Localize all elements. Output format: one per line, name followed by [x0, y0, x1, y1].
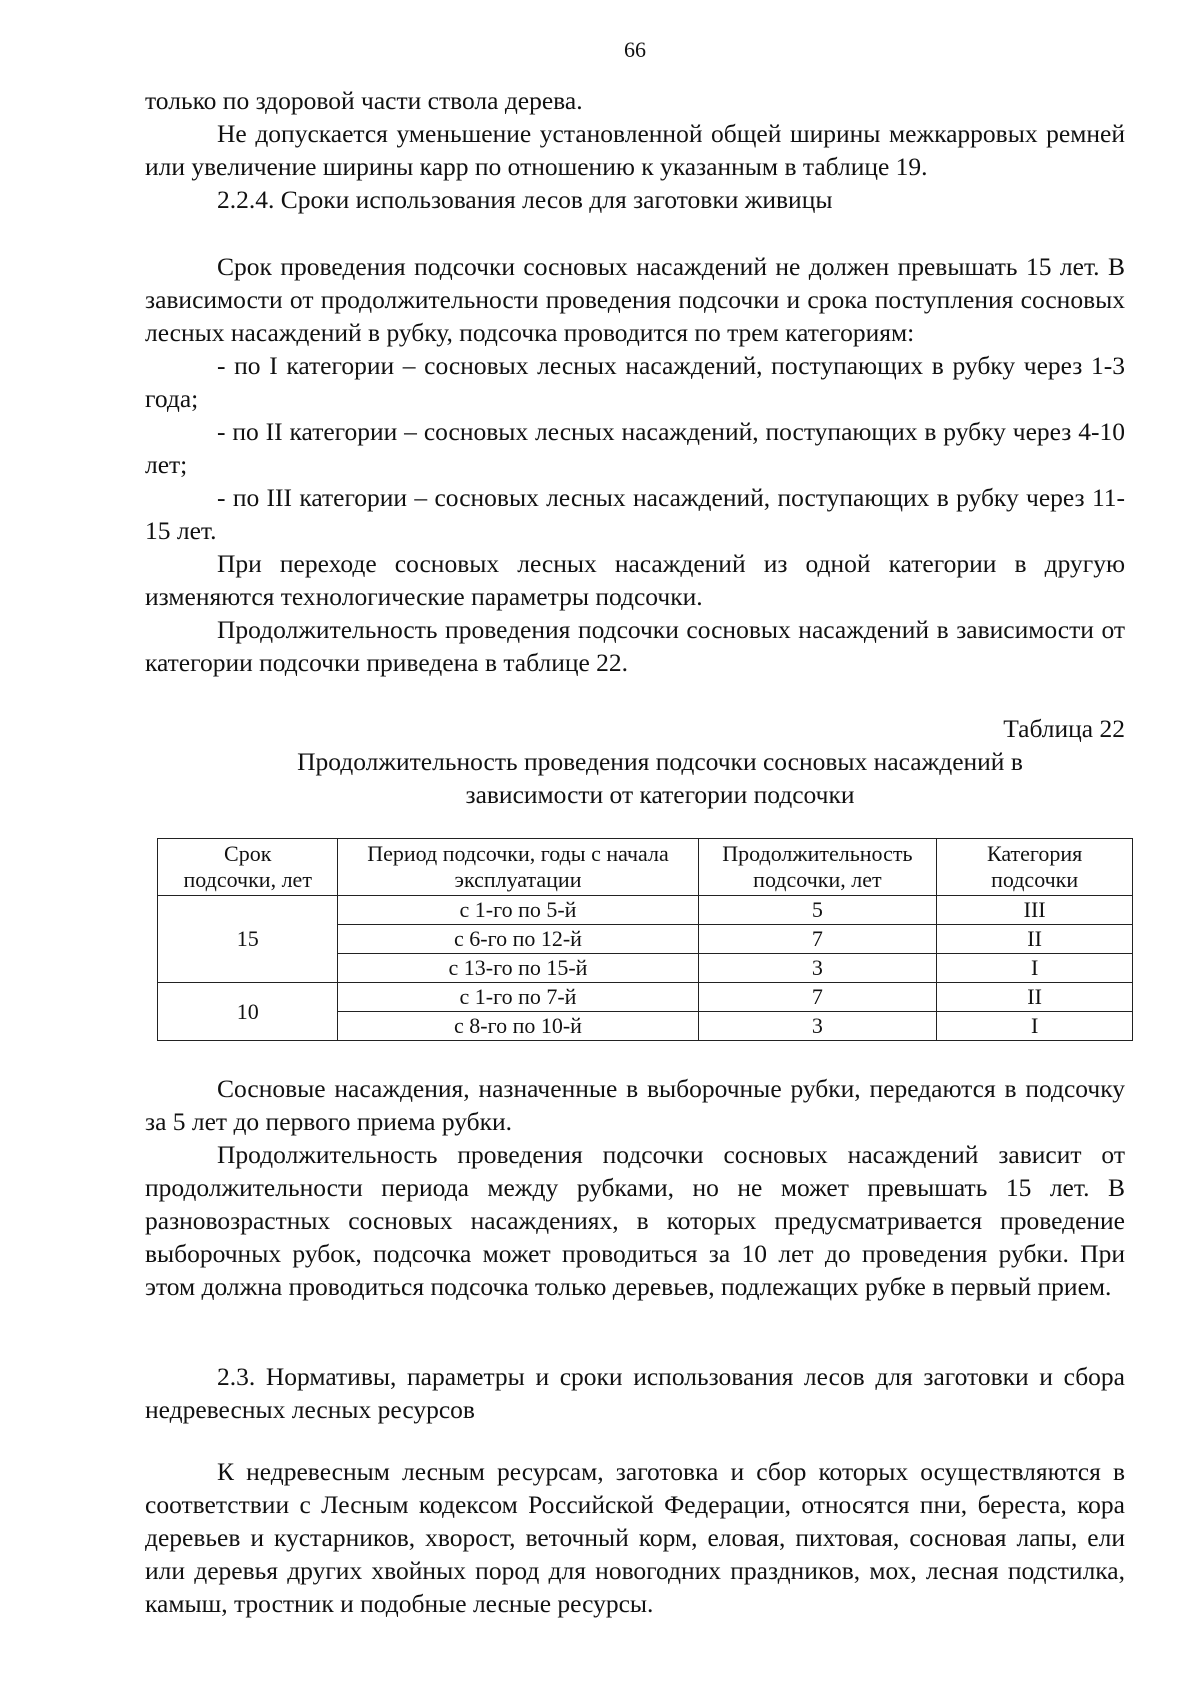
paragraph: Срок проведения подсочки сосновых насаждений не должен превышать 15 лет. В зависимости от продолжительности проведения подсочки и срока поступления сосновых лесных насаждений в рубку, подсочка проводится по трем категориям:: [145, 252, 1125, 347]
after-table-text-block: [145, 1072, 1125, 1303]
header-duration: [698, 839, 937, 896]
table-header-row: [158, 839, 1133, 896]
category-cell: I: [937, 1012, 1133, 1041]
duration-cell: 7: [698, 925, 937, 954]
subsection-heading: 2.2.4. Сроки использования лесов для заготовки живицы: [217, 185, 833, 214]
tapping-duration-table: [157, 838, 1133, 1041]
final-text-block: [145, 1455, 1125, 1620]
header-line: эксплуатации: [454, 867, 582, 892]
period-cell: с 8-го по 10-й: [338, 1012, 698, 1041]
header-category: [937, 839, 1133, 896]
page-number: 66: [624, 37, 646, 62]
paragraph: Продолжительность проведения подсочки сосновых насаждений зависит от продолжительности периода между рубками, но не может превышать 15 лет. В разновозрастных сосновых насаждениях, в которых предусматривается проведение выборочных рубок, подсочка может проводиться за 10 лет до проведения рубки. При этом должна проводиться подсочка только деревьев, подлежащих рубке в первый прием.: [145, 1140, 1125, 1301]
period-cell: с 13-го по 15-й: [338, 954, 698, 983]
section-heading: 2.3. Нормативы, параметры и сроки использования лесов для заготовки и сбора недревесных лесных ресурсов: [145, 1362, 1125, 1424]
duration-cell: 3: [698, 954, 937, 983]
paragraph: Не допускается уменьшение установленной общей ширины межкарровых ремней или увеличение ширины карр по отношению к указанным в таблице 19.: [145, 119, 1125, 181]
paragraph: К недревесным лесным ресурсам, заготовка и сбор которых осуществляются в соответствии с Лесным кодексом Российской Федерации, относятся пни, береста, кора деревьев и кустарников, хворост, веточный корм, еловая, пихтовая, сосновая лапы, ели или деревья других хвойных пород для новогодних праздников, мох, лесная подстилка, камыш, тростник и подобные лесные ресурсы.: [145, 1457, 1125, 1618]
duration-cell: 5: [698, 896, 937, 925]
category-cell: III: [937, 896, 1133, 925]
mid-text-block: [145, 250, 1125, 679]
period-cell: с 1-го по 5-й: [338, 896, 698, 925]
section-heading-block: [145, 1360, 1125, 1426]
paragraph: При переходе сосновых лесных насаждений из одной категории в другую изменяются технологические параметры подсочки.: [145, 549, 1125, 611]
header-line: Продолжительность: [722, 841, 913, 866]
list-item-category-2: - по II категории – сосновых лесных насаждений, поступающих в рубку через 4-10 лет;: [145, 417, 1125, 479]
duration-cell: 7: [698, 983, 937, 1012]
header-term: [158, 839, 338, 896]
table-row: [158, 983, 1133, 1012]
table-title-line: Продолжительность проведения подсочки сосновых насаждений в: [297, 747, 1023, 776]
category-cell: II: [937, 925, 1133, 954]
period-cell: с 1-го по 7-й: [338, 983, 698, 1012]
duration-cell: 3: [698, 1012, 937, 1041]
paragraph: Сосновые насаждения, назначенные в выборочные рубки, передаются в подсочку за 5 лет до первого приема рубки.: [145, 1074, 1125, 1136]
period-cell: с 6-го по 12-й: [338, 925, 698, 954]
term-cell: 15: [158, 896, 338, 983]
category-cell: II: [937, 983, 1133, 1012]
top-text-block: [145, 84, 1125, 216]
paragraph: только по здоровой части ствола дерева.: [145, 86, 583, 115]
table-label: Таблица 22: [1003, 714, 1125, 743]
term-cell: 10: [158, 983, 338, 1041]
list-item-category-1: - по I категории – сосновых лесных насаждений, поступающих в рубку через 1-3 года;: [145, 351, 1125, 413]
table-title-line: зависимости от категории подсочки: [465, 780, 855, 809]
header-line: подсочки, лет: [753, 867, 882, 892]
header-period: [338, 839, 698, 896]
header-line: подсочки, лет: [183, 867, 312, 892]
table-title: [210, 745, 1110, 811]
header-line: подсочки: [991, 867, 1079, 892]
category-cell: I: [937, 954, 1133, 983]
paragraph: Продолжительность проведения подсочки сосновых насаждений в зависимости от категории подсочки приведена в таблице 22.: [145, 615, 1125, 677]
list-item-category-3: - по III категории – сосновых лесных насаждений, поступающих в рубку через 11-15 лет.: [145, 483, 1125, 545]
table-row: [158, 896, 1133, 925]
header-line: Категория: [986, 841, 1083, 866]
header-line: Срок: [224, 841, 272, 866]
header-line: Период подсочки, годы с начала: [367, 841, 669, 866]
